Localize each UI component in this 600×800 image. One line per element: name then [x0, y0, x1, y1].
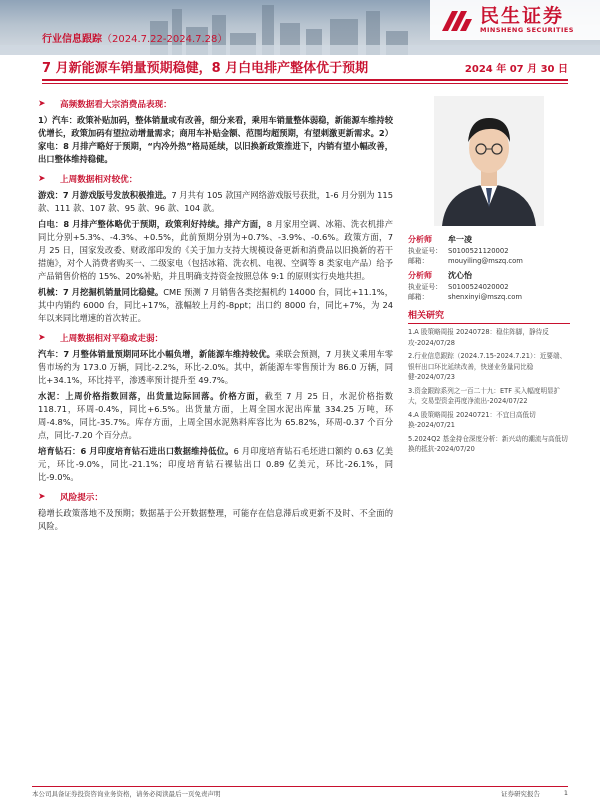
section-paragraph: 1）汽车：政策补贴加码，整体销量或有改善，细分来看，乘用车销量整体弱稳，新能源车维持较优增长，政策加码有望拉动增量需求；商用车补贴金额、范围均超预期，有望刺激更新需求。2）家电：8 月排产略好于预期，“内冷外热”格局延续，以旧换新政策推进下，内销有望小幅改善，出口整体维持稳健。	[38, 115, 393, 164]
arrow-icon: ➤	[38, 98, 46, 109]
section-paragraph: 水泥：上周价格指数回落，出货量边际回落。价格方面，截至 7 月 25 日，水泥价格指数 118.71，环周-0.4%，同比+6.5%。出货量方面，上周全国水泥出库量 334.25 万吨，环周-4.8%，同比-35.7%。库存方面，上周全国水泥熟料库容比为 65.82%，环周-0.37 个百分点，同比-7.20 个百分点。	[38, 391, 393, 440]
analyst-role: 分析师	[408, 271, 432, 280]
related-research-link[interactable]: 3.资金跟踪系列之一百二十九：ETF 买入幅度明显扩大，交易型资金再度净流出-2024/07/22	[408, 386, 561, 405]
analyst-cert: S0100521120002	[448, 247, 509, 255]
related-research-heading: 相关研究	[408, 308, 570, 324]
related-research-link[interactable]: 4.A 股策略周报 20240721：不宜目高低切换-2024/07/21	[408, 410, 536, 429]
report-date: 2024 年 07 月 30 日	[464, 64, 568, 75]
analyst-name: 牟一凌	[448, 235, 472, 244]
section-paragraph: 培育钻石：6 月印度培育钻石进出口数据维持低位。6 月印度培育钻石毛坯进口额约 0.63 亿美元，环比-9.0%，同比-21.1%；印度培育钻石裸钻出口 0.89 亿美元，环比-26.1%，同比-9.0%。	[38, 446, 393, 482]
page-number: 1	[563, 789, 568, 797]
arrow-icon: ➤	[38, 173, 46, 184]
person-icon	[434, 96, 544, 226]
page-title: 7 月新能源车销量预期稳健，8 月白电排产整体优于预期	[42, 61, 369, 76]
related-research-link[interactable]: 2.行业信息跟踪（2024.7.15-2024.7.21）：近要端、银杆出口环比延续改善，快递业务量同比稳健-2024/07/23	[408, 352, 567, 381]
analyst-role: 分析师	[408, 235, 432, 244]
brand-logo	[430, 0, 600, 40]
related-research-link[interactable]: 5.2024Q2 基金持仓深度分析：新兴动的潮流与高低切换的抵抗-2024/07/20	[408, 434, 568, 453]
section-heading: ➤ 风险提示：	[38, 491, 103, 503]
analyst-card: 分析师 牟一凌 执业证号： S0100521120002 邮箱： mouyiling@mszq.com	[408, 235, 523, 265]
logo-en-text: MINSHENG SECURITIES	[480, 25, 574, 34]
related-research-link[interactable]: 1.A 股策略周报 20240728：稳住阵脚，静待反攻-2024/07/28	[408, 328, 549, 347]
section-heading: ➤ 高频数据看大宗消费品表现：	[38, 98, 172, 110]
arrow-icon: ➤	[38, 491, 46, 502]
arrow-icon: ➤	[38, 332, 46, 343]
analyst-cert: S0100524020002	[448, 283, 509, 291]
brand-logo-icon	[438, 5, 474, 35]
title-divider-thin	[42, 83, 568, 84]
main-content	[38, 96, 393, 533]
analyst-card: 分析师 沈心怡 执业证号： S0100524020002 邮箱： shenxinyi@mszq.com	[408, 271, 522, 301]
report-category	[42, 30, 227, 45]
footer-doc-type: 证券研究报告	[501, 790, 540, 798]
analyst-email[interactable]: shenxinyi@mszq.com	[448, 293, 522, 301]
section-heading: ➤ 上周数据相对平稳或走弱：	[38, 332, 164, 344]
analyst-name: 沈心怡	[448, 271, 472, 280]
section-paragraph: 汽车：7 月整体销量预期同环比小幅负增，新能源车维持较优。乘联会预测，7 月狭义乘用车零售市场约为 173.0 万辆，同比-2.2%，环比-2.0%。其中，新能源车零售预计为 86.0 万辆，同比+34.1%，环比持平，渗透率预计提升至 49.7%。	[38, 349, 393, 385]
footer-divider	[32, 786, 568, 787]
report-category-label: 行业信息跟踪	[42, 34, 102, 45]
logo-cn-text: 民生证券	[480, 4, 565, 27]
section-heading: ➤ 上周数据相对较优：	[38, 173, 138, 185]
section-paragraph: 游戏：7 月游戏版号发放积极推进。7 月共有 105 款国产网络游戏版号获批，1-6 月分别为 115 款、111 款、107 款、95 款、96 款、104 款。	[38, 190, 393, 213]
title-divider	[42, 79, 568, 81]
section-paragraph: 白电：8 月排产整体略优于预期，政策利好持续。排产方面，8 月家用空调、冰箱、洗衣机排产同比分别+5.3%、-4.3%、+0.5%，此前预期分别为+0.7%、-3.9%、-0.6%。政策方面，7 月 25 日，国家发改委、财政部印发的《关于加力支持大规模设备更新和消费品以旧换新的若干措施》，对个人消费者购买一、二级家电（包括冰箱、洗衣机、电视、空调等 8 类家电产品）给予产品销售价格的 15%、20%补贴，并且明确支持资金按照总体 9:1 的原则实行央地共担。	[38, 219, 393, 281]
footer-disclaimer: 本公司具备证券投资咨询业务资格，请务必阅读最后一页免责声明	[32, 790, 221, 798]
sidebar	[408, 96, 570, 455]
section-paragraph: 机械：7 月挖掘机销量同比稳健。CME 预测 7 月销售各类挖掘机约 14000 台，同比+11.1%，其中内销约 6000 台，同比+17%，涨幅较上月约-8ppt；出口约 8000 台，同比+7%，为 24 年以来同比增速的首次转正。	[38, 287, 393, 323]
analyst-email[interactable]: mouyiling@mszq.com	[448, 257, 523, 265]
section-paragraph: 稳增长政策落地不及预期；数据基于公开数据整理，可能存在信息滞后或更新不及时、不全面的风险。	[38, 508, 393, 531]
analyst-photo	[434, 96, 544, 226]
report-date-range: （2024.7.22-2024.7.28）	[102, 34, 228, 45]
